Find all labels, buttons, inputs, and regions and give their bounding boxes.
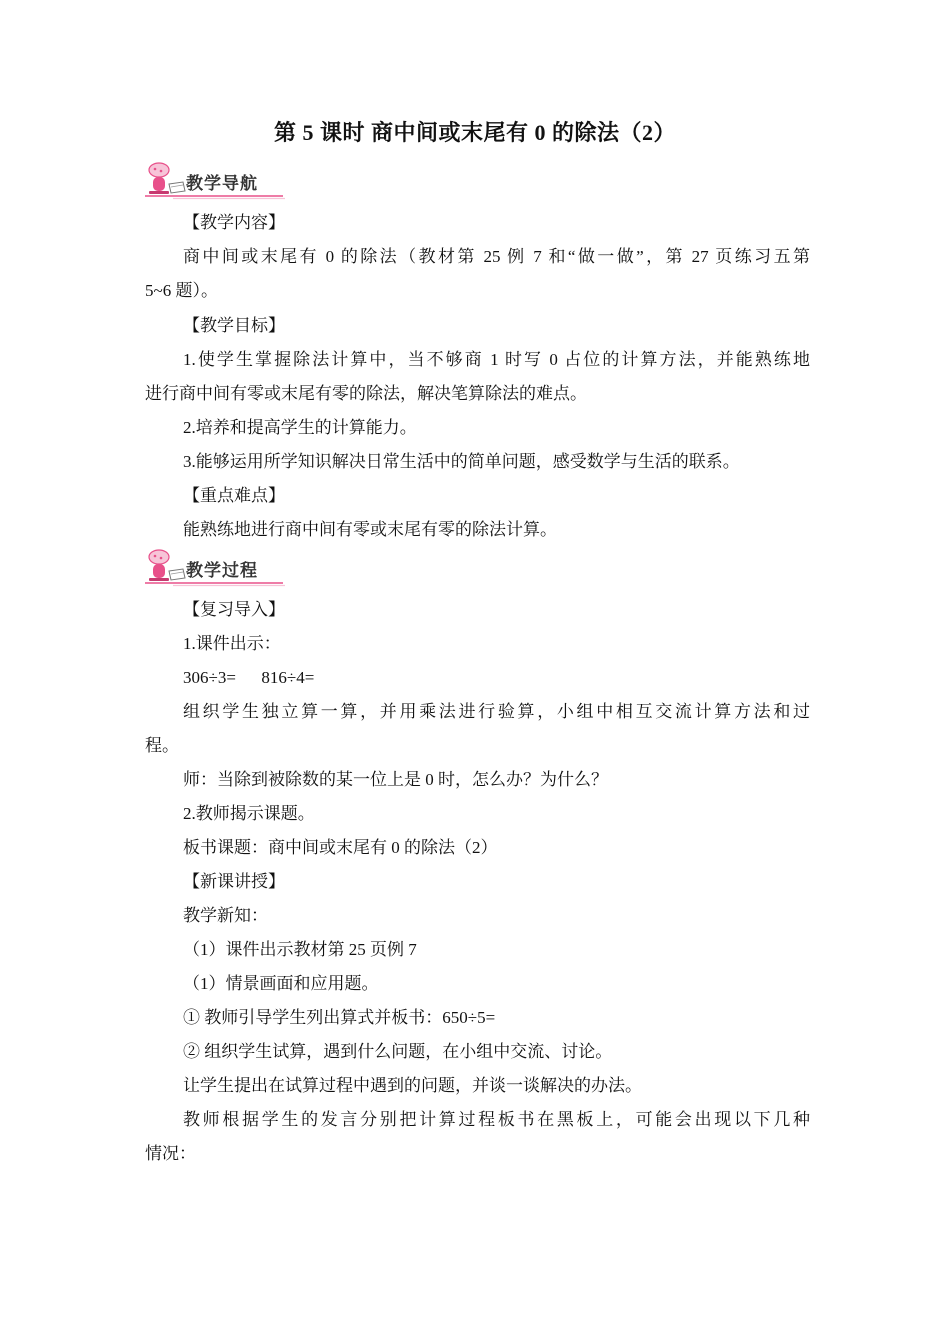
paragraph-line: 组织学生独立算一算，并用乘法进行验算，小组中相互交流计算方法和过 [183,702,810,721]
heading-teaching-goals: 【教学目标】 [183,316,285,335]
section-title-nav: 教学导航 [186,174,258,194]
paragraph-line: 教学新知： [183,906,268,925]
paragraph-line: 情况： [145,1144,196,1163]
heading-teaching-content: 【教学内容】 [183,213,285,232]
paragraph-line: 程。 [145,736,179,755]
paragraph-line: 2.培养和提高学生的计算能力。 [183,418,417,437]
heading-new-lesson: 【新课讲授】 [183,872,285,891]
paragraph-line: 商中间或末尾有 0 的除法（教材第 25 例 7 和“做一做”，第 27 页练习五第 [183,247,810,266]
paragraph-line: 1.课件出示： [183,634,281,653]
paragraph-line: 3.能够运用所学知识解决日常生活中的简单问题，感受数学与生活的联系。 [183,452,740,471]
paragraph-line: 5~6 题）。 [145,281,218,300]
paragraph-line: （1）课件出示教材第 25 页例 7 [183,940,417,959]
paragraph-line: （1）情景画面和应用题。 [183,974,379,993]
paragraph-line: 师：当除到被除数的某一位上是 0 时，怎么办？为什么？ [183,770,608,789]
paragraph-line: ② 组织学生试算，遇到什么问题，在小组中交流、讨论。 [183,1042,613,1061]
paragraph-line: ① 教师引导学生列出算式并板书：650÷5= [183,1008,496,1027]
math-expressions: 306÷3= 816÷4= [183,668,315,687]
paragraph-line: 能熟练地进行商中间有零或末尾有零的除法计算。 [183,520,557,539]
section-title-process: 教学过程 [186,561,258,581]
paragraph-line: 教师根据学生的发言分别把计算过程板书在黑板上，可能会出现以下几种 [183,1110,810,1129]
page-title: 第 5 课时 商中间或末尾有 0 的除法（2） [273,120,676,145]
paragraph-line: 进行商中间有零或末尾有零的除法，解决笔算除法的难点。 [145,384,587,403]
section-banner-nav [143,160,288,200]
paragraph-line: 让学生提出在试算过程中遇到的问题，并谈一谈解决的办法。 [183,1076,642,1095]
heading-key-points: 【重点难点】 [183,486,285,505]
paragraph-line: 板书课题：商中间或末尾有 0 的除法（2） [183,838,498,857]
paragraph-line: 2.教师揭示课题。 [183,804,315,823]
heading-review-intro: 【复习导入】 [183,600,285,619]
paragraph-line: 1.使学生掌握除法计算中，当不够商 1 时写 0 占位的计算方法，并能熟练地 [183,350,810,369]
section-banner-process [143,547,288,587]
